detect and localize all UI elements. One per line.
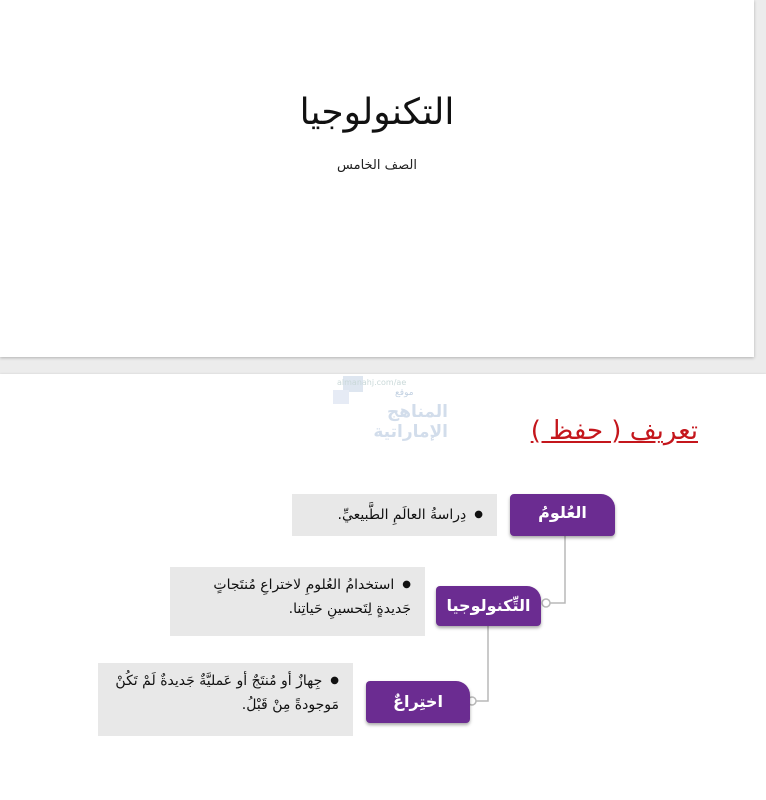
definition-technology [170,567,425,636]
term-invention: اختِراعٌ [366,681,470,723]
bullet-icon: ● [402,579,411,590]
bullet-icon: ● [330,675,339,686]
watermark-url: almanahj.com/ae [337,378,407,387]
definitions-slide[interactable] [0,374,766,800]
title-slide[interactable] [0,0,754,357]
definition-text: دِراسةُ العالَمِ الطَّبيعيِّ. [337,507,467,523]
definition-science [292,494,497,536]
definitions-heading: تعريف ( حفظ ) [530,416,698,446]
watermark-label: موقع [395,388,414,398]
slide-subtitle: الصف الخامس [337,158,417,173]
term-technology: التِّكنولوجيا [436,586,541,626]
definition-text: استخدامُ العُلومِ لاختراعِ مُنتَجاتٍ جَديدةٍ لِتَحسينِ حَياتِنا. [213,577,411,617]
definition-text: جِهازٌ أو مُنتَجٌ أو عَمليَّةٌ جَديدةٌ لَمْ تَكُنْ مَوجودةً مِنْ قَبْلُ. [115,673,339,713]
definition-invention [98,663,353,736]
slide-title: التكنولوجيا [299,92,455,133]
term-science: العُلومُ [510,494,615,536]
bullet-icon: ● [474,509,483,520]
watermark-name: المناهج الإماراتية [373,402,448,442]
